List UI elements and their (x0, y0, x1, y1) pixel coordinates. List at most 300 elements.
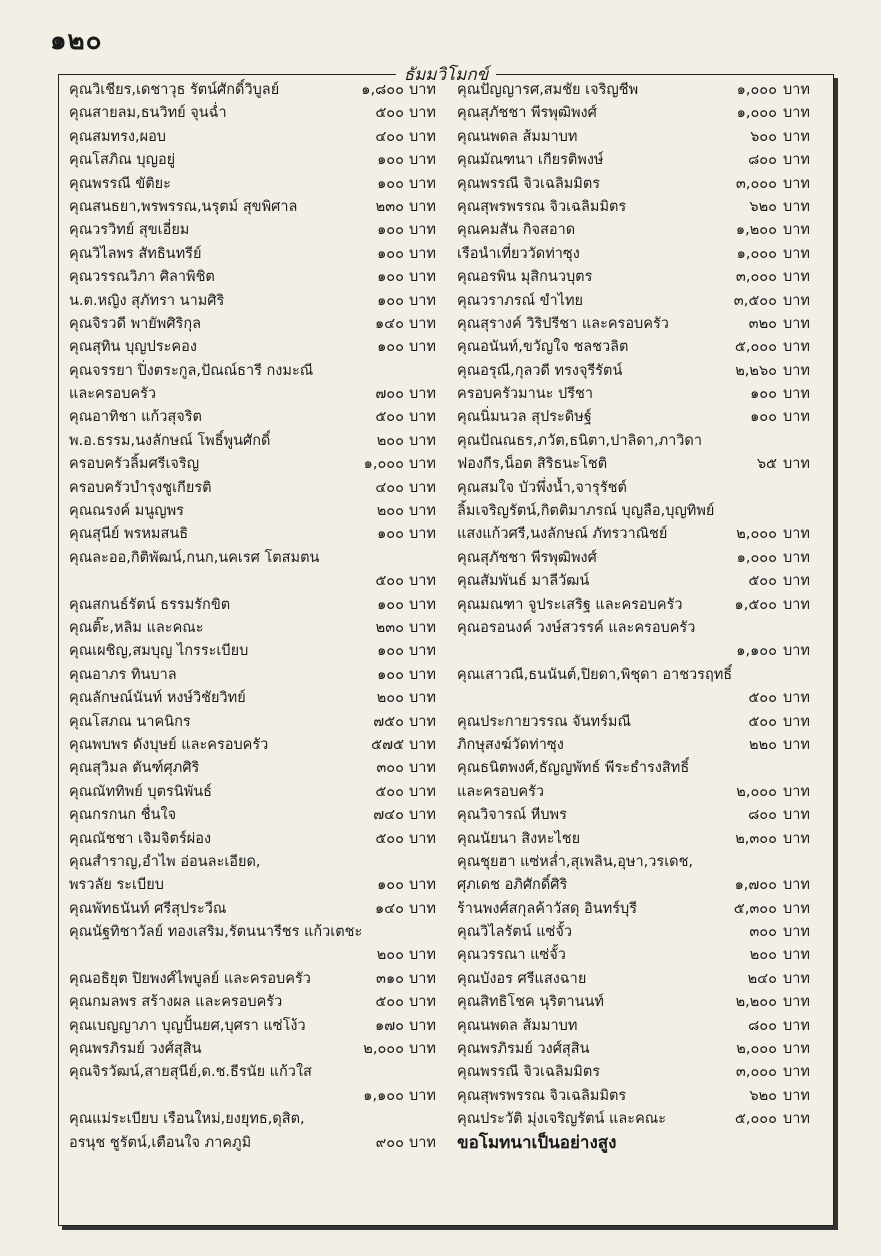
donor-name: คุณบังอร ศรีแสงฉาย (457, 970, 587, 987)
donor-name: ร้านพงศ์สกุลค้าวัสดุ อินทร์บุรี (457, 900, 638, 917)
donation-amount: ๕๐๐ (375, 105, 404, 122)
currency-unit: บาท (409, 386, 436, 403)
donation-amount: ๕๐๐ (375, 409, 404, 426)
donor-name: และครอบครัว (457, 783, 545, 800)
donor-name: คุณกมลพร สร้างผล และครอบครัว (69, 994, 283, 1011)
currency-unit: บาท (783, 315, 810, 332)
currency-unit: บาท (409, 292, 436, 309)
currency-unit: บาท (783, 713, 810, 730)
donation-amount: ๑๐๐ (377, 175, 404, 192)
donor-row (69, 477, 454, 500)
donation-amount: ๑๐๐ (377, 222, 404, 239)
donor-row (457, 453, 827, 476)
currency-unit: บาท (409, 432, 436, 449)
donor-name: คุณสายลม,ธนวิทย์ จุนฉ่ำ (69, 105, 227, 122)
donor-row (69, 570, 454, 593)
donor-row (457, 804, 827, 827)
currency-unit: บาท (783, 549, 810, 566)
donor-row (457, 921, 827, 944)
donor-name: คุณอนันท์,ขวัญใจ ชลชวลิต (457, 339, 629, 356)
currency-unit: บาท (783, 1064, 810, 1081)
donor-name: คุณพรภิรมย์ วงศ์สุสิน (69, 1041, 202, 1058)
donation-amount: ๗๕๐ (373, 713, 404, 730)
donation-amount: ๒๐๐ (376, 947, 404, 964)
donation-amount: ๑๐๐ (377, 643, 404, 660)
donation-amount: ๑,๑๐๐ (363, 1087, 404, 1104)
donor-name: คุณพัทธนันท์ ศรีสุประวีณ (69, 900, 227, 917)
donor-row (69, 640, 454, 663)
currency-unit: บาท (783, 175, 810, 192)
donor-row (457, 711, 827, 734)
donation-amount: ๑๐๐ (377, 666, 404, 683)
currency-unit: บาท (783, 924, 810, 941)
donor-row (69, 79, 454, 102)
currency-unit: บาท (409, 503, 436, 520)
donor-row (457, 640, 827, 663)
donor-row (457, 757, 827, 780)
donor-row (457, 664, 827, 687)
donation-amount: ๒,๐๐๐ (736, 526, 777, 543)
page-number: ๑๒๐ (50, 26, 103, 56)
donation-amount: ๑๐๐ (377, 596, 404, 613)
currency-unit: บาท (783, 105, 810, 122)
currency-unit: บาท (409, 479, 436, 496)
currency-unit: บาท (409, 690, 436, 707)
currency-unit: บาท (783, 526, 810, 543)
donor-name: คุณวรวิทย์ สุขเอี่ยม (69, 222, 190, 239)
donor-name: คุณวรรณวิภา ศิลาพิชิต (69, 269, 215, 286)
donation-amount: ๘๐๐ (748, 807, 777, 824)
currency-unit: บาท (409, 315, 436, 332)
currency-unit: บาท (409, 596, 436, 613)
currency-unit: บาท (409, 245, 436, 262)
currency-unit: บาท (783, 128, 810, 145)
donation-amount: ๕,๐๐๐ (734, 1111, 777, 1128)
donor-row (69, 126, 454, 149)
donor-name: คุณอรพิน มุสิกนวบุตร (457, 269, 593, 286)
currency-unit: บาท (409, 666, 436, 683)
donor-row (457, 196, 827, 219)
donation-amount: ๑๐๐ (750, 386, 777, 403)
donation-amount: ๓,๐๐๐ (735, 269, 777, 286)
donor-row (457, 500, 827, 523)
donation-amount: ๖๒๐ (749, 198, 777, 215)
donor-name: คุณสุรางค์ วิริปรีชา และครอบครัว (457, 315, 669, 332)
donation-amount: ๙๐๐ (375, 1134, 404, 1151)
donor-name: และครอบครัว (69, 386, 157, 403)
currency-unit: บาท (783, 807, 810, 824)
currency-unit: บาท (409, 783, 436, 800)
donor-row (457, 687, 827, 710)
donor-row (69, 711, 454, 734)
donation-amount: ๒๔๐ (747, 970, 777, 987)
donor-row (69, 991, 454, 1014)
donation-amount: ๕๐๐ (375, 783, 404, 800)
donor-row (69, 828, 454, 851)
donor-row (69, 687, 454, 710)
donor-name: คุณคมสัน กิจสอาด (457, 222, 576, 239)
currency-unit: บาท (783, 900, 810, 917)
currency-unit: บาท (409, 1134, 436, 1151)
donor-row (69, 1132, 454, 1155)
donor-name: แสงแก้วศรี,นงลักษณ์ ภัทรวาณิชย์ (457, 526, 668, 543)
donation-amount: ๓,๕๐๐ (733, 292, 777, 309)
donation-amount: ๓๒๐ (748, 315, 777, 332)
donation-amount: ๓,๐๐๐ (735, 175, 777, 192)
donor-row (69, 547, 454, 570)
donor-name: คุณสนธยา,พรพรรณ,นรุตม์ สุขพิศาล (69, 198, 298, 215)
donor-row (457, 1038, 827, 1061)
donation-amount: ๓,๐๐๐ (735, 1064, 777, 1081)
donor-name: คุณเบญญาภา บุญปั้นยศ,บุศรา แซ่โง้ว (69, 1017, 306, 1034)
currency-unit: บาท (783, 970, 810, 987)
currency-unit: บาท (409, 877, 436, 894)
donor-name: พ.อ.ธรรม,นงลักษณ์ โพธิ์พูนศักดิ์ (69, 432, 271, 449)
currency-unit: บาท (409, 152, 436, 169)
donor-row (457, 1015, 827, 1038)
donation-amount: ๑๐๐ (377, 292, 404, 309)
donation-amount: ๒๓๐ (375, 198, 404, 215)
currency-unit: บาท (783, 994, 810, 1011)
donation-amount: ๕๐๐ (748, 713, 777, 730)
donor-row (69, 804, 454, 827)
donor-row (69, 219, 454, 242)
donor-name: คุณพรรณี ขัติยะ (69, 175, 171, 192)
donor-row (457, 617, 827, 640)
donor-name: คุณอรุณี,กุลวดี ทรงจุรีรัตน์ (457, 362, 623, 379)
donation-amount: ๒,๓๐๐ (735, 830, 777, 847)
donor-row (457, 477, 827, 500)
donor-row (457, 523, 827, 546)
donor-row (69, 1038, 454, 1061)
donation-amount: ๑,๐๐๐ (363, 456, 404, 473)
donor-row (457, 1085, 827, 1108)
donor-name: คุณวรรณา แซ่จั้ว (457, 947, 566, 964)
donor-row (457, 828, 827, 851)
donor-name: ฟองกีร,น็อต สิริธนะโชติ (457, 456, 608, 473)
donor-row (69, 360, 454, 383)
currency-unit: บาท (783, 152, 810, 169)
donor-row (457, 944, 827, 967)
donor-name: คุณเสาวณี,ธนนันต์,ปิยดา,พิชุดา อาชวรฤทธิ์ (457, 666, 733, 683)
currency-unit: บาท (409, 175, 436, 192)
donation-amount: ๔๐๐ (375, 128, 404, 145)
right-donor-column (457, 79, 827, 1155)
donor-name: คุณสุวิมล ตันฑ์ศุภศิริ (69, 760, 200, 777)
donor-name: อรนุช ชูรัตน์,เตือนใจ ภาคภูมิ (69, 1134, 252, 1151)
currency-unit: บาท (409, 900, 436, 917)
donor-row (457, 79, 827, 102)
donor-name: คุณนิ่มนวล สุประดิษฐ์ (457, 409, 592, 426)
donor-name: คุณนัฐทิชาวัลย์ ทองเสริม,รัตนนารีชร แก้วเตชะ (69, 924, 363, 941)
donor-name: คุณสุทิน บุญประคอง (69, 339, 197, 356)
donation-amount: ๑๐๐ (377, 245, 404, 262)
donor-name: คุณณรงค์ มนูญพร (69, 503, 184, 520)
currency-unit: บาท (409, 573, 436, 590)
donation-amount: ๒๐๐ (376, 690, 404, 707)
currency-unit: บาท (783, 1041, 810, 1058)
donation-amount: ๑๐๐ (377, 526, 404, 543)
donor-name: คุณสำราญ,อำไพ อ่อนละเอียด, (69, 853, 261, 870)
donor-name: คุณนพดล ส้มมาบท (457, 128, 578, 145)
donation-amount: ๘๐๐ (748, 1017, 777, 1034)
donor-name: คุณจิรวัฒน์,สายสุนีย์,ด.ช.ธีรนัย แก้วใส (69, 1064, 312, 1081)
donor-name: คุณอรอนงค์ วงษ์สวรรค์ และครอบครัว (457, 619, 696, 636)
donor-name: คุณนัยนา สิงหะไชย (457, 830, 581, 847)
donor-row (69, 290, 454, 313)
donor-row (69, 617, 454, 640)
donor-row (69, 1061, 454, 1084)
currency-unit: บาท (409, 970, 436, 987)
donor-row (457, 1061, 827, 1084)
currency-unit: บาท (783, 1087, 810, 1104)
donor-row (457, 1108, 827, 1131)
currency-unit: บาท (409, 713, 436, 730)
donor-row (69, 196, 454, 219)
donor-list-frame (58, 65, 834, 1226)
donor-name: คุณอาภร ทินบาล (69, 666, 177, 683)
currency-unit: บาท (783, 292, 810, 309)
donor-name: คุณวิไลพร สัทธินทรีย์ (69, 245, 202, 262)
currency-unit: บาท (783, 456, 810, 473)
donation-amount: ๒,๒๖๐ (735, 362, 777, 379)
donor-name: ศุภเดช อภิศักดิ์ศิริ (457, 877, 568, 894)
currency-unit: บาท (783, 877, 810, 894)
donation-amount: ๒๐๐ (376, 503, 404, 520)
currency-unit: บาท (409, 736, 436, 753)
donor-name: เรือนำเที่ยววัดท่าซุง (457, 245, 580, 262)
currency-unit: บาท (783, 386, 810, 403)
donor-name: คุณพรภิรมย์ วงศ์สุสิน (457, 1041, 590, 1058)
donor-row (69, 523, 454, 546)
currency-unit: บาท (783, 409, 810, 426)
donor-name: คุณติ๊ะ,หลิม และคณะ (69, 619, 204, 636)
donor-name: คุณกรกนก ชื่นใจ (69, 807, 177, 824)
currency-unit: บาท (409, 643, 436, 660)
currency-unit: บาท (409, 526, 436, 543)
donation-amount: ๑๔๐ (374, 315, 404, 332)
donation-amount: ๕,๓๐๐ (733, 900, 777, 917)
donor-row (69, 313, 454, 336)
donation-amount: ๑๐๐ (377, 152, 404, 169)
donation-amount: ๓๐๐ (376, 760, 404, 777)
currency-unit: บาท (409, 339, 436, 356)
donor-name: คุณพรรณี จิวเฉลิมมิตร (457, 175, 601, 192)
donor-row (69, 1085, 454, 1108)
donor-name: คุณจรรยา ปิ่งตระกูล,ปัณณ์ธารี กงมะณี (69, 362, 314, 379)
donor-name: คุณสุภัชชา พีรพุฒิพงศ์ (457, 549, 597, 566)
donor-name: คุณมัณฑนา เกียรติพงษ์ (457, 152, 604, 169)
donation-amount: ๗๐๐ (375, 386, 404, 403)
donor-row (457, 991, 827, 1014)
donor-name: คุณโสภณ นาคนิกร (69, 713, 191, 730)
donation-amount: ๑,๒๐๐ (735, 222, 777, 239)
donor-row (457, 898, 827, 921)
donor-name: คุณโสภิณ บุญอยู่ (69, 152, 176, 169)
donation-amount: ๑๔๐ (374, 900, 404, 917)
donation-amount: ๑๗๐ (375, 1017, 404, 1034)
donor-name: ครอบครัวมานะ ปรีชา (457, 386, 594, 403)
donor-row (69, 149, 454, 172)
donation-amount: ๑,๐๐๐ (736, 105, 777, 122)
donor-name: คุณพบพร ดังบุษย์ และครอบครัว (69, 736, 269, 753)
donor-row (457, 290, 827, 313)
donor-row (69, 898, 454, 921)
donor-name: ครอบครัวบำรุงชูเกียรติ (69, 479, 212, 496)
donation-amount: ๒๒๐ (749, 736, 777, 753)
donor-row (69, 594, 454, 617)
donor-name: น.ต.หญิง สุภัทรา นามศิริ (69, 292, 225, 309)
donor-row (457, 430, 827, 453)
currency-unit: บาท (409, 82, 436, 98)
donor-row (69, 430, 454, 453)
donation-amount: ๒๓๐ (375, 619, 404, 636)
donor-name: คุณเผชิญ,สมบุญ ไกรระเบียบ (69, 643, 249, 660)
currency-unit: บาท (409, 128, 436, 145)
currency-unit: บาท (783, 339, 810, 356)
donor-name: คุณวิจารณ์ หีบพร (457, 807, 567, 824)
donation-amount: ๕๐๐ (375, 994, 404, 1011)
donor-name: ลิ้มเจริญรัตน์,กิตติมาภรณ์ บุญลือ,บุญทิพย์ (457, 503, 715, 520)
donation-amount: ๒๐๐ (376, 432, 404, 449)
currency-unit: บาท (783, 947, 810, 964)
donor-name: คุณสุภัชชา พีรพุฒิพงศ์ (457, 105, 597, 122)
donation-amount: ๘๐๐ (748, 152, 777, 169)
donor-name: คุณวิเชียร,เดชาวุธ รัตน์ศักดิ์วิบูลย์ (69, 82, 280, 98)
donor-name: คุณพรรณี จิวเฉลิมมิตร (457, 1064, 601, 1081)
currency-unit: บาท (783, 643, 810, 660)
donor-name: คุณสัมพันธ์ มาลีวัฒน์ (457, 573, 590, 590)
donation-amount: ๔๐๐ (375, 479, 404, 496)
donor-row (69, 336, 454, 359)
donor-row (69, 500, 454, 523)
donation-amount: ๑,๘๐๐ (361, 82, 404, 98)
currency-unit: บาท (409, 1041, 436, 1058)
currency-unit: บาท (783, 82, 810, 98)
currency-unit: บาท (409, 222, 436, 239)
currency-unit: บาท (783, 245, 810, 262)
donor-row (69, 453, 454, 476)
donation-amount: ๑๐๐ (377, 269, 404, 286)
donor-row (457, 266, 827, 289)
currency-unit: บาท (409, 947, 436, 964)
currency-unit: บาท (409, 198, 436, 215)
donation-amount: ๖๐๐ (750, 128, 777, 145)
donor-row (69, 383, 454, 406)
donor-name: คุณอาทิชา แก้วสุจริต (69, 409, 202, 426)
donor-row (69, 734, 454, 757)
donor-row (69, 173, 454, 196)
donor-row (457, 874, 827, 897)
donor-row (457, 102, 827, 125)
donor-row (69, 102, 454, 125)
donation-amount: ๑๐๐ (377, 877, 404, 894)
donation-amount: ๕,๐๐๐ (734, 339, 777, 356)
donor-row (69, 266, 454, 289)
donor-row (69, 921, 454, 944)
currency-unit: บาท (783, 783, 810, 800)
donor-row (457, 734, 827, 757)
donor-name: คุณนพดล ส้มมาบท (457, 1017, 578, 1034)
donor-row (457, 851, 827, 874)
currency-unit: บาท (409, 1017, 436, 1034)
currency-unit: บาท (409, 105, 436, 122)
donor-row (69, 1108, 454, 1131)
donor-name: ครอบครัวลิ้มศรีเจริญ (69, 456, 200, 473)
donation-amount: ๖๒๐ (749, 1087, 777, 1104)
donation-amount: ๕๐๐ (375, 830, 404, 847)
donor-row (457, 570, 827, 593)
donor-row (69, 757, 454, 780)
donor-row (457, 781, 827, 804)
donor-row (69, 874, 454, 897)
donor-name: คุณธนิตพงศ์,ธัญญพัทธ์ พีระธำรงสิทธิ์ (457, 760, 690, 777)
currency-unit: บาท (783, 736, 810, 753)
donation-amount: ๒,๐๐๐ (736, 1041, 777, 1058)
currency-unit: บาท (409, 269, 436, 286)
donation-amount: ๗๔๐ (373, 807, 404, 824)
donation-amount: ๑,๑๐๐ (736, 643, 777, 660)
donation-amount: ๕๗๕ (371, 736, 404, 753)
currency-unit: บาท (409, 1087, 436, 1104)
donor-row (69, 243, 454, 266)
donation-amount: ๑๐๐ (377, 339, 404, 356)
donation-amount: ๓๑๐ (376, 970, 404, 987)
currency-unit: บาท (409, 619, 436, 636)
donation-amount: ๖๕ (756, 456, 777, 473)
donation-amount: ๑,๕๐๐ (734, 596, 777, 613)
donor-row (457, 968, 827, 991)
donor-name: คุณจิรวดี พายัพศิริกุล (69, 315, 202, 332)
donor-name: คุณสุพรพรรณ จิวเฉลิมมิตร (457, 198, 627, 215)
donor-row (69, 968, 454, 991)
donor-name: คุณวิไลรัตน์ แซ่จั้ว (457, 924, 573, 941)
currency-unit: บาท (783, 690, 810, 707)
currency-unit: บาท (783, 269, 810, 286)
donor-row (457, 173, 827, 196)
donation-amount: ๑,๐๐๐ (736, 245, 777, 262)
donor-name: คุณณัททิพย์ บุตรนิพันธ์ (69, 783, 213, 800)
donor-name: คุณสมทรง,ผอบ (69, 128, 167, 145)
donation-amount: ๕๐๐ (375, 573, 404, 590)
donor-name: คุณวราภรณ์ ขำไทย (457, 292, 584, 309)
donor-row (69, 944, 454, 967)
currency-unit: บาท (783, 362, 810, 379)
donor-name: คุณณัชชา เจิมจิตร์ผ่อง (69, 830, 212, 847)
donor-row (457, 406, 827, 429)
donor-row (457, 360, 827, 383)
currency-unit: บาท (409, 409, 436, 426)
currency-unit: บาท (783, 1017, 810, 1034)
donation-amount: ๕๐๐ (748, 690, 777, 707)
donor-row (457, 383, 827, 406)
donor-name: คุณมณฑา จูประเสริฐ และครอบครัว (457, 596, 683, 613)
donation-amount: ๒๐๐ (749, 947, 777, 964)
left-donor-column (69, 79, 454, 1155)
donor-row (457, 313, 827, 336)
donor-row (457, 149, 827, 172)
currency-unit: บาท (783, 198, 810, 215)
donor-row (457, 1132, 827, 1155)
currency-unit: บาท (409, 830, 436, 847)
donor-name: คุณลักษณ์นันท์ หงษ์วิชัยวิทย์ (69, 690, 246, 707)
donor-name: คุณแม่ระเบียบ เรือนใหม่,ยงยุทธ,ดุสิต, (69, 1111, 305, 1128)
donation-amount: ๓๐๐ (749, 924, 777, 941)
donor-name: คุณละออ,กิติพัฒน์,กนก,นคเรศ โตสมตน (69, 549, 320, 566)
donor-name: คุณสิทธิโชค นุริตานนท์ (457, 994, 604, 1011)
donor-name: คุณอธิยุต ปิยพงศ์ไพบูลย์ และครอบครัว (69, 970, 311, 987)
donor-name: คุณปัญญารศ,สมชัย เจริญชีพ (457, 82, 639, 98)
